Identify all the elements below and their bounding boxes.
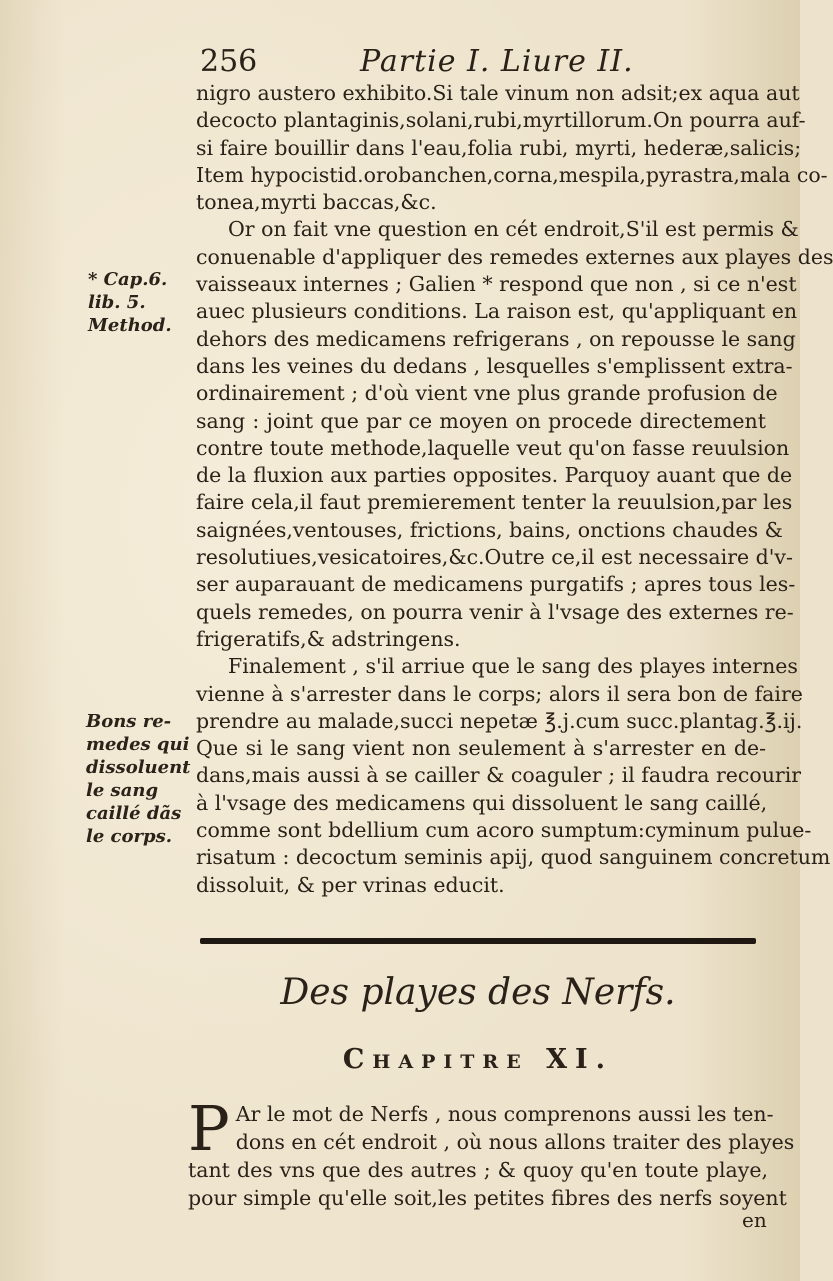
- text-line: à l'vsage des medicamens qui dissoluent le sang caillé,: [196, 790, 768, 815]
- text-line: si faire bouillir dans l'eau,folia rubi, myrti, hederæ,salicis;: [196, 135, 802, 160]
- margin-note-line: Bons re-: [86, 711, 172, 732]
- text-line: auec plusieurs conditions. La raison est, qu'appliquant en: [196, 299, 798, 324]
- text-line: dehors des medicamens refrigerans , on repousse le sang: [196, 326, 796, 351]
- text-line: ser auparauant de medicamens purgatifs ; apres tous les-: [196, 572, 796, 597]
- text-line: ordinairement ; d'où vient vne plus grande profusion de: [196, 381, 778, 406]
- chapter-text-line: Ar le mot de Nerfs , nous comprenons aussi les ten-: [235, 1102, 774, 1126]
- text-line: quels remedes, on pourra venir à l'vsage des externes re-: [196, 599, 794, 624]
- text-line: comme sont bdellium cum acoro sumptum:cyminum pulue-: [196, 818, 812, 843]
- chapter-text-line: pour simple qu'elle soit,les petites fibres des nerfs soyent: [188, 1186, 787, 1210]
- text-line: faire cela,il faut premierement tenter la reuulsion,par les: [196, 490, 793, 515]
- margin-note-line: caillé dãs: [86, 803, 182, 824]
- running-head: Partie I. Liure II.: [360, 44, 634, 79]
- text-line: resolutiues,vesicatoires,&c.Outre ce,il est necessaire d'v-: [196, 545, 793, 570]
- text-line: frigeratifs,& adstringens.: [196, 626, 461, 651]
- section-title: Des playes des Nerfs.: [280, 972, 676, 1013]
- text-line: Item hypocistid.orobanchen,corna,mespila,pyrastra,mala co-: [196, 162, 828, 187]
- chapter-lines: [188, 1092, 795, 1212]
- text-line: nigro austero exhibito.Si tale vinum non adsit;ex aqua aut: [196, 81, 800, 105]
- margin-note-line: lib. 5.: [88, 292, 146, 313]
- catchword: en: [742, 1208, 767, 1232]
- text-line: risatum : decoctum seminis apij, quod sanguinem concretum: [196, 845, 831, 870]
- text-line: decocto plantaginis,solani,rubi,myrtillorum.On pourra auf-: [196, 108, 806, 133]
- chapter-text-line: tant des vns que des autres ; & quoy qu'en toute playe,: [188, 1158, 768, 1182]
- text-line: dans les veines du dedans , lesquelles s'emplissent extra-: [196, 353, 793, 378]
- text-line: dissoluit, & per vrinas educit.: [196, 872, 505, 897]
- text-line: sang : joint que par ce moyen on procede directement: [196, 408, 766, 433]
- margin-note-reference: [88, 268, 188, 337]
- text-line: conuenable d'appliquer des remedes externes aux playes des: [196, 244, 833, 269]
- chapter-text-line: dons en cét endroit , où nous allons traiter des playes: [235, 1130, 795, 1154]
- text-line: Or on fait vne question en cét endroit,S'il est permis &: [228, 217, 799, 242]
- margin-note-line: le corps.: [86, 826, 172, 847]
- drop-cap: P: [188, 1092, 230, 1165]
- text-line: Que si le sang vient non seulement à s'arrester en de-: [196, 736, 766, 761]
- margin-note-line: dissoluent: [86, 757, 191, 778]
- text-line: dans,mais aussi à se cailler & coaguler ; il faudra recourir: [196, 763, 802, 788]
- section-rule: [200, 938, 756, 944]
- text-line: vienne à s'arrester dans le corps; alors il sera bon de faire: [196, 681, 803, 706]
- text-line: tonea,myrti baccas,&c.: [196, 190, 437, 215]
- text-line: contre toute methode,laquelle veut qu'on fasse reuulsion: [196, 435, 790, 460]
- margin-note-line: * Cap.6.: [88, 269, 168, 290]
- text-line: de la fluxion aux parties opposites. Parquoy auant que de: [196, 463, 793, 488]
- text-line: prendre au malade,succi nepetæ ℥.j.cum succ.plantag.℥.ij.: [196, 708, 803, 733]
- margin-note-line: medes qui: [86, 734, 190, 755]
- margin-note-line: le sang: [86, 780, 159, 801]
- chapter-text: [188, 1092, 795, 1212]
- body-text: [196, 80, 833, 899]
- text-line: vaisseaux internes ; Galien * respond que non , si ce n'est: [196, 272, 797, 297]
- text-line: saignées,ventouses, frictions, bains, onctions chaudes &: [196, 517, 783, 542]
- margin-note-remedies: [86, 710, 191, 848]
- margin-note-line: Method.: [88, 315, 172, 336]
- page-number: 256: [200, 44, 258, 79]
- text-line: Finalement , s'il arriue que le sang des playes internes: [228, 654, 798, 679]
- chapter-heading: Chapitre XI.: [342, 1044, 614, 1075]
